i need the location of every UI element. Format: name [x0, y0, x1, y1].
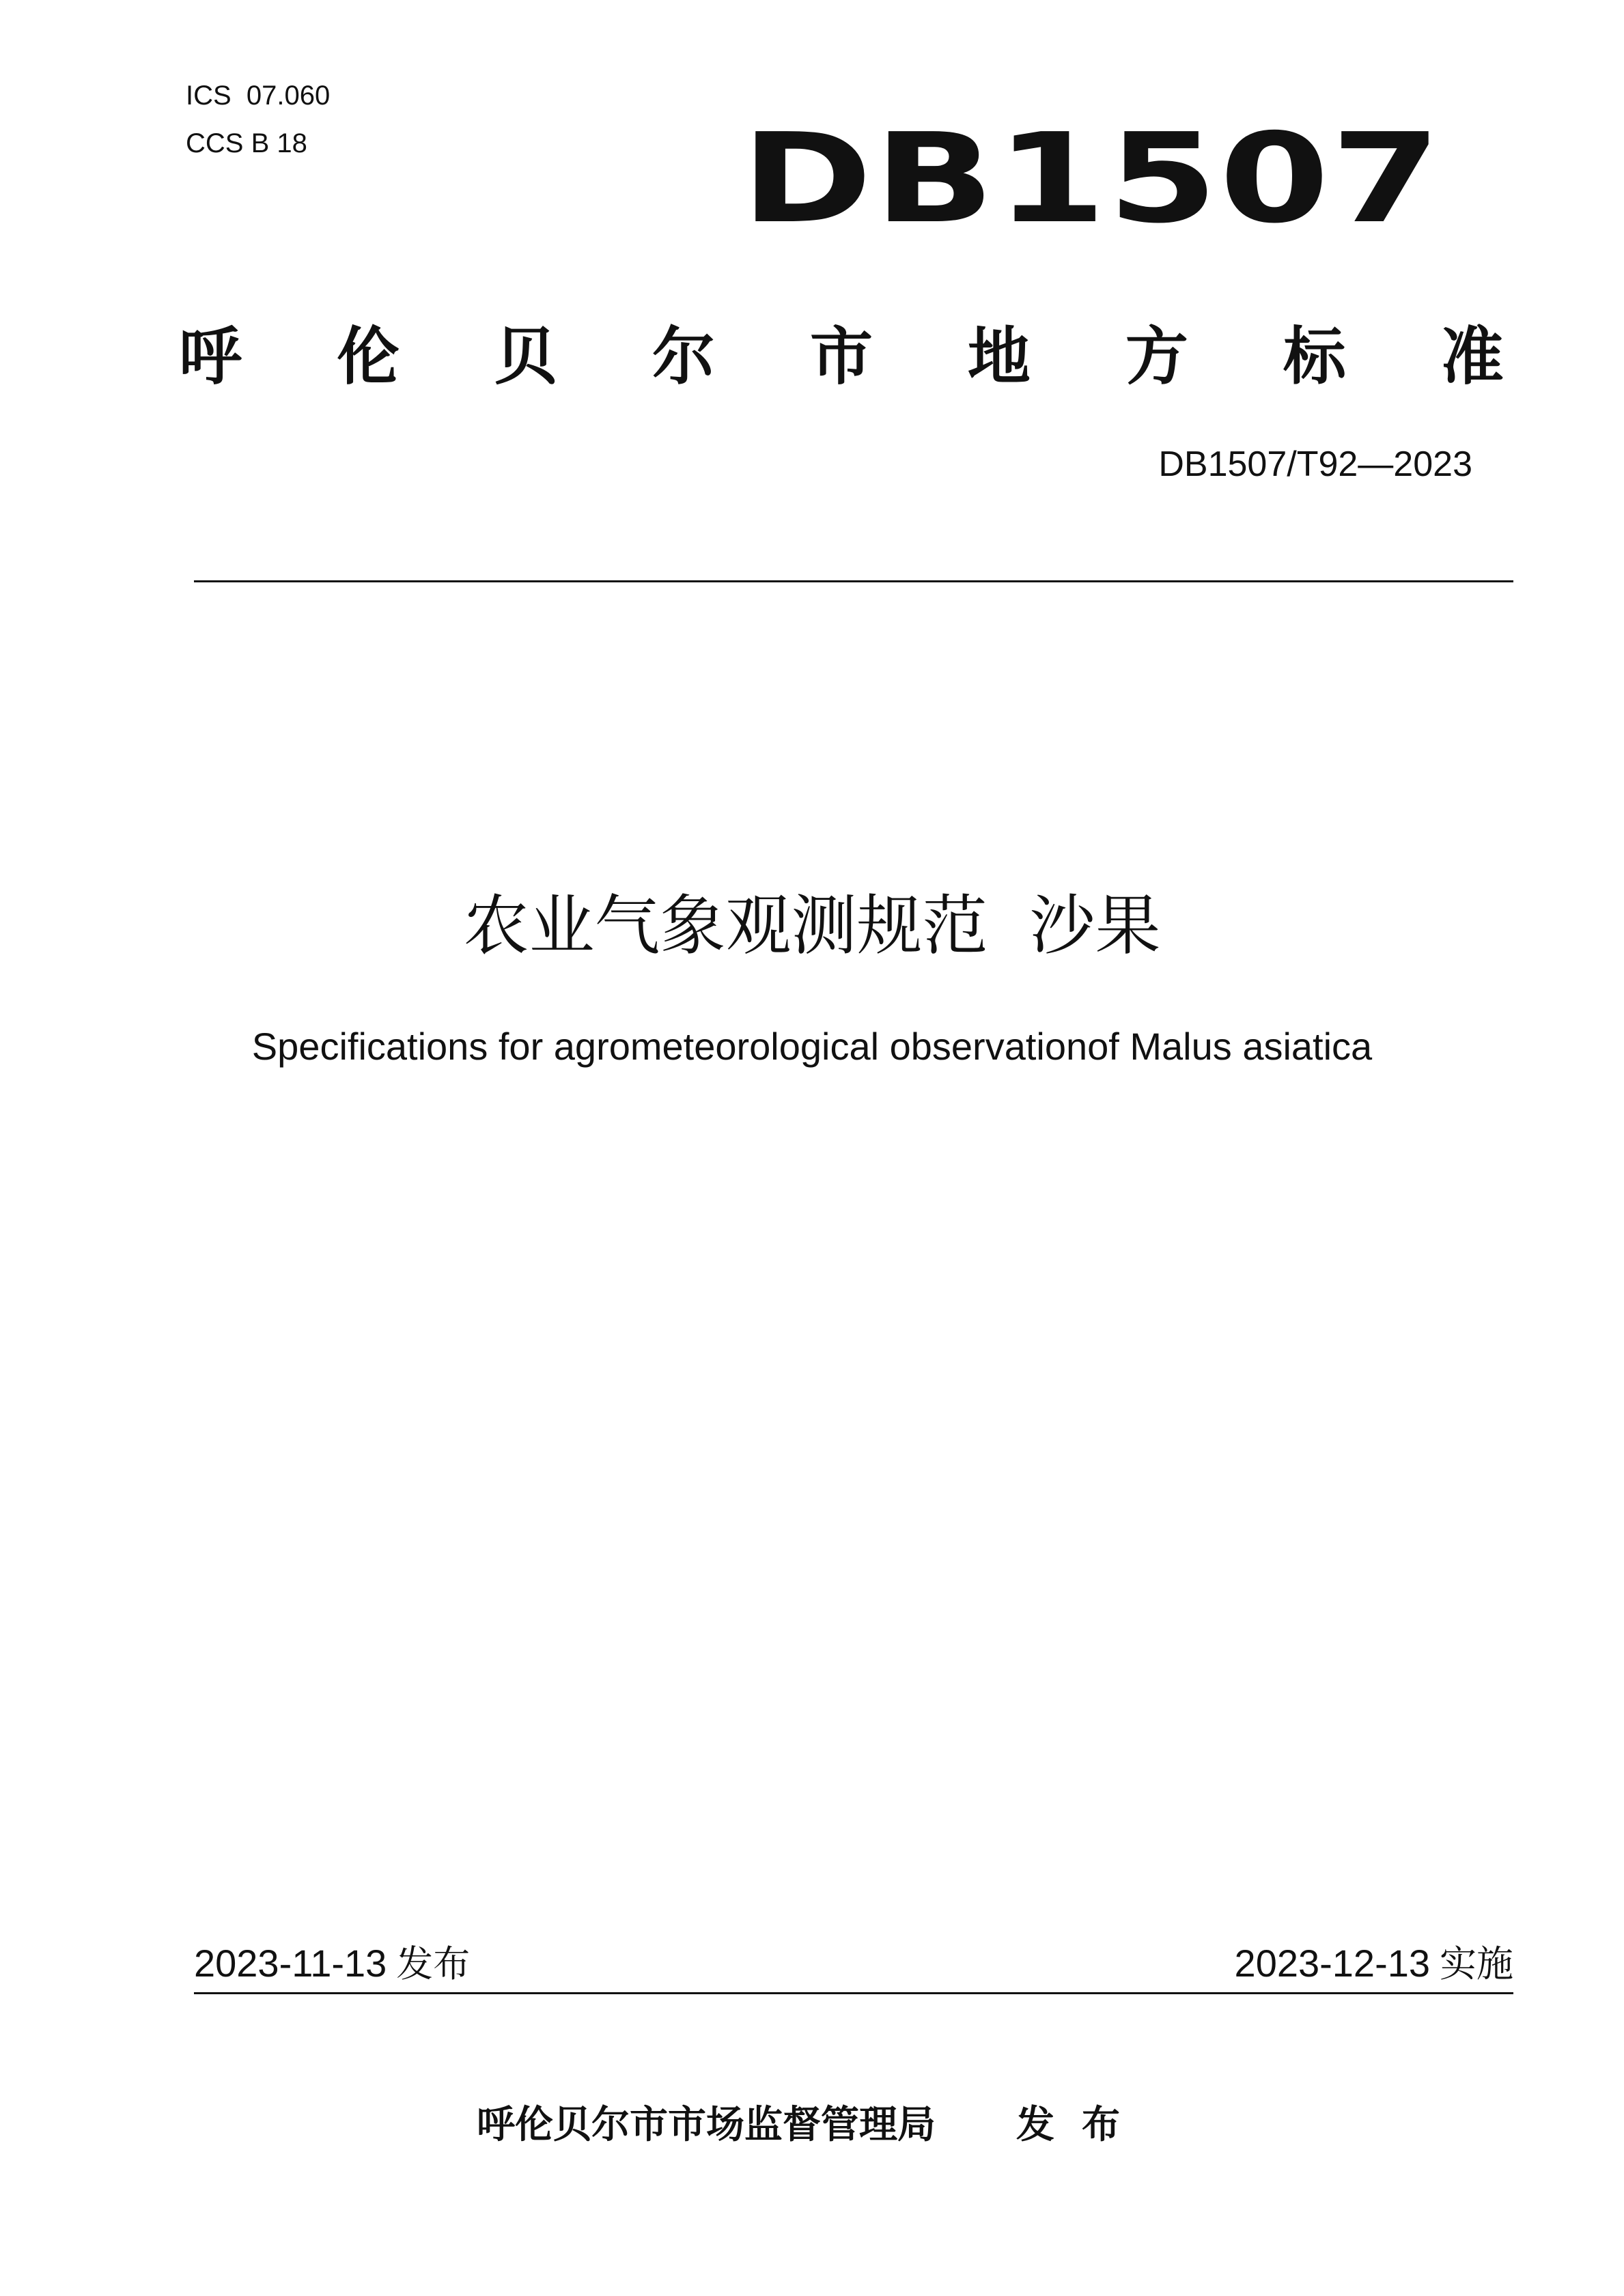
standard-type-char: 市 — [809, 320, 873, 393]
standard-type-char: 贝 — [494, 320, 557, 393]
issue-date: 2023-11-13 — [194, 1942, 387, 1985]
issue-date-block — [194, 1940, 470, 1987]
standard-type-char: 伦 — [336, 320, 400, 393]
standard-type-char: 地 — [967, 320, 1031, 393]
db-standard-logo: DB1507 — [741, 107, 1443, 251]
issuer-action: 发布 — [1016, 2103, 1147, 2147]
implement-date: 2023-12-13 — [1234, 1942, 1430, 1985]
standard-type-char: 尔 — [652, 320, 715, 393]
standard-type-char: 呼 — [179, 320, 242, 393]
implement-date-block — [1235, 1940, 1513, 1987]
standard-type-char: 方 — [1125, 320, 1188, 393]
implement-label: 实施 — [1440, 1942, 1513, 1985]
issue-label: 发布 — [396, 1942, 471, 1985]
standard-type-char: 标 — [1283, 320, 1346, 393]
standard-number: DB1507/T92—2023 — [1158, 444, 1472, 484]
title-chinese: 农业气象观测规范 沙果 — [463, 888, 1161, 964]
ccs-code: CCS B 18 — [186, 128, 307, 158]
issuer-name: 呼伦贝尔市市场监督管理局 — [477, 2103, 936, 2147]
issuer-line — [0, 2101, 1624, 2149]
top-divider — [194, 580, 1513, 582]
title-english: Specifications for agrometeorological observationof Malus asiatica — [251, 1025, 1373, 1068]
bottom-divider — [194, 1992, 1513, 1994]
standard-type-char: 准 — [1440, 320, 1504, 393]
ics-code: ICS 07.060 — [186, 81, 331, 111]
standard-type-heading — [179, 320, 1504, 395]
